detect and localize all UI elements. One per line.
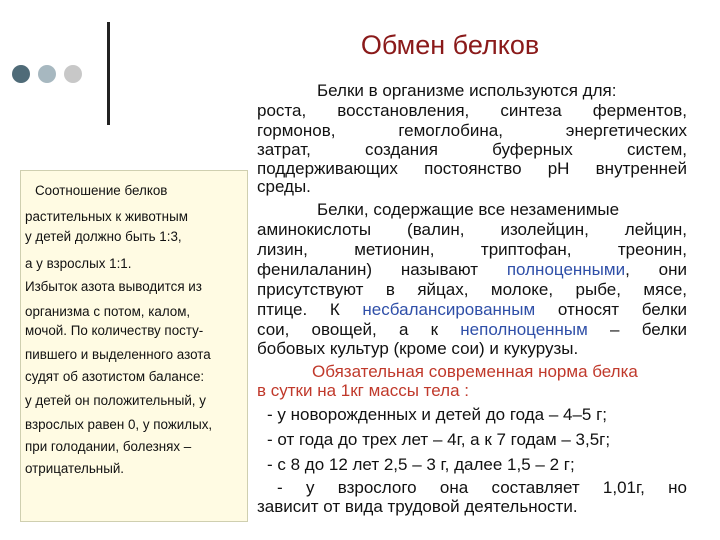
text-line xyxy=(257,299,687,321)
sidebar-line: отрицательный. xyxy=(25,461,125,476)
text-fragment: , они xyxy=(625,260,687,279)
sidebar-line: судят об азотистом балансе: xyxy=(25,369,205,384)
sidebar-note xyxy=(20,170,248,522)
norm-item: - от года до трех лет – 4г, а к 7 годам – 3,5г; xyxy=(267,430,611,449)
sidebar-line: взрослых равен 0, у пожилых, xyxy=(25,417,213,432)
vertical-divider xyxy=(107,22,110,125)
sidebar-line: а у взрослых 1:1. xyxy=(25,256,132,271)
sidebar-line: организма с потом, калом, xyxy=(25,304,191,319)
sidebar-line: у детей он положительный, у xyxy=(25,393,206,408)
text-line: гормонов, гемоглобина, энергетических xyxy=(257,121,687,140)
sidebar-line: растительных к животным xyxy=(25,209,188,224)
norm-heading-cont: в сутки на 1кг массы тела : xyxy=(257,381,469,400)
text-line: роста, восстановления, синтеза ферментов, xyxy=(257,101,687,120)
sidebar-line: Избыток азота выводится из xyxy=(25,279,202,294)
norm-item: - с 8 до 12 лет 2,5 – 3 г, далее 1,5 – 2 г; xyxy=(267,455,575,474)
sidebar-line: Соотношение белков xyxy=(35,183,168,198)
light-dot xyxy=(64,65,82,83)
sidebar-line: при голодании, болезнях – xyxy=(25,439,192,454)
norm-item: - у новорожденных и детей до года – 4–5 г; xyxy=(267,405,608,424)
text-line: Белки в организме используются для: xyxy=(317,81,617,100)
text-fragment: птице. К xyxy=(257,300,363,319)
text-line: Белки, содержащие все незаменимые xyxy=(317,200,620,219)
norm-heading: Обязательная современная норма белка xyxy=(312,362,638,381)
term-complete-proteins: полноценными xyxy=(506,260,626,279)
dark-dot xyxy=(12,65,30,83)
text-fragment: сои, овощей, а к xyxy=(257,320,461,339)
text-fragment: относят белки xyxy=(535,300,688,319)
medium-dot xyxy=(38,65,56,83)
sidebar-line: мочой. По количеству посту- xyxy=(25,323,204,338)
text-line: лизин, метионин, триптофан, треонин, xyxy=(257,240,687,259)
sidebar-line: у детей должно быть 1:3, xyxy=(25,229,182,244)
text-line: поддерживающих постоянство рН внутренней xyxy=(257,159,687,178)
text-line: зависит от вида трудовой деятельности. xyxy=(257,497,578,516)
text-line: присутствуют в яйцах, молоке, рыбе, мясе, xyxy=(257,280,687,299)
sidebar-line: пившего и выделенного азота xyxy=(25,347,211,362)
text-fragment: фенилаланин) называют xyxy=(257,260,507,279)
term-incomplete-proteins: неполноценным xyxy=(460,320,588,339)
slide-title: Обмен белков xyxy=(360,30,540,60)
text-line xyxy=(257,259,687,281)
text-fragment: – белки xyxy=(587,320,687,339)
decorative-dots xyxy=(12,65,82,83)
term-unbalanced-proteins: несбалансированным xyxy=(362,300,536,319)
text-line: среды. xyxy=(257,177,311,196)
text-line: бобовых культур (кроме сои) и кукурузы. xyxy=(257,339,579,358)
text-line: аминокислоты (валин, изолейцин, лейцин, xyxy=(257,220,687,239)
text-line: затрат, создания буферных систем, xyxy=(257,140,687,159)
norm-item: - у взрослого она составляет 1,01г, но xyxy=(277,478,687,497)
